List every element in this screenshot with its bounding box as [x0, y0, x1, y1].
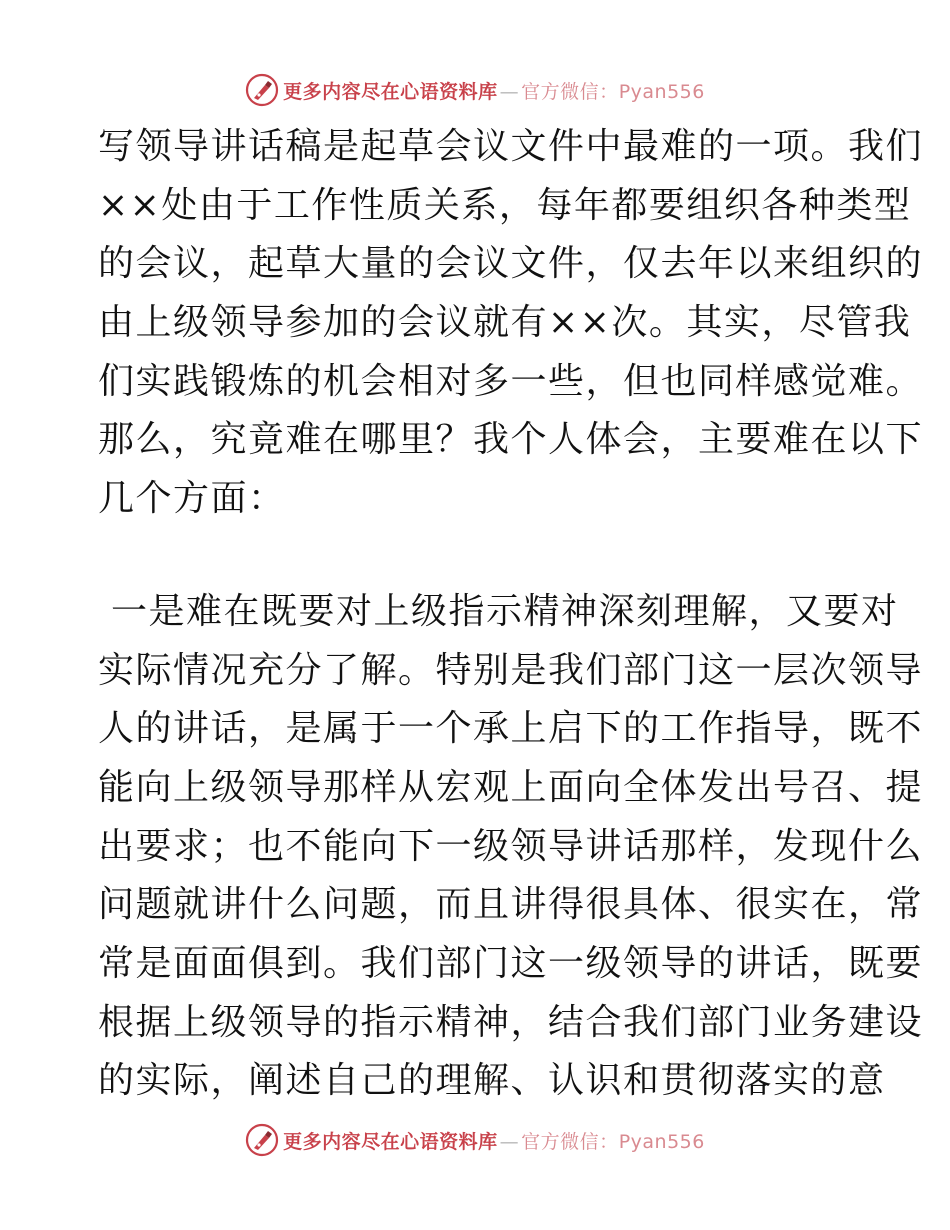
text-line: 几个方面： — [98, 478, 286, 520]
footer-wechat-id: Pyan556 — [618, 1130, 705, 1153]
text-line: 出要求；也不能向下一级领导讲话那样，发现什么 — [98, 825, 924, 867]
footer-brand: 更多内容尽在心语资料库 — [283, 1130, 498, 1153]
header-wechat-label: 官方微信： — [521, 80, 619, 103]
pen-nib-logo-icon — [245, 73, 279, 107]
footer-banner — [0, 1120, 950, 1160]
header-banner-text — [283, 77, 705, 104]
footer-separator: — — [499, 1130, 520, 1153]
paragraph-1 — [98, 118, 924, 529]
text-line: 那么，究竟难在哪里？我个人体会，主要难在以下 — [98, 419, 924, 461]
header-banner — [0, 70, 950, 110]
header-separator: — — [499, 80, 520, 103]
text-line: 根据上级领导的指示精神，结合我们部门业务建设 — [98, 1001, 924, 1043]
text-line: 一是难在既要对上级指示精神深刻理解，又要对 — [98, 590, 899, 632]
footer-wechat-label: 官方微信： — [521, 1130, 619, 1153]
text-line: 写领导讲话稿是起草会议文件中最难的一项。我们 — [98, 126, 924, 167]
document-body — [98, 118, 924, 1111]
footer-banner-text — [283, 1127, 705, 1154]
text-line: ××处由于工作性质关系，每年都要组织各种类型 — [98, 184, 912, 226]
text-line: 由上级领导参加的会议就有××次。其实，尽管我 — [98, 302, 912, 344]
text-line: 人的讲话，是属于一个承上启下的工作指导，既不 — [98, 708, 924, 750]
text-line: 的实际，阐述自己的理解、认识和贯彻落实的意 — [98, 1060, 886, 1102]
text-line: 能向上级领导那样从宏观上面向全体发出号召、提 — [98, 766, 924, 808]
header-wechat-id: Pyan556 — [618, 80, 705, 103]
header-brand: 更多内容尽在心语资料库 — [283, 80, 498, 103]
pen-nib-logo-icon — [245, 1123, 279, 1157]
text-line: 实际情况充分了解。特别是我们部门这一层次领导 — [98, 649, 924, 691]
paragraph-2 — [98, 583, 924, 1111]
text-line: 问题就讲什么问题，而且讲得很具体、很实在，常 — [98, 884, 924, 926]
text-line: 常是面面俱到。我们部门这一级领导的讲话，既要 — [98, 942, 924, 984]
paragraph-gap — [98, 529, 858, 583]
text-line: 们实践锻炼的机会相对多一些，但也同样感觉难。 — [98, 360, 924, 402]
text-line: 的会议，起草大量的会议文件，仅去年以来组织的 — [98, 243, 924, 285]
